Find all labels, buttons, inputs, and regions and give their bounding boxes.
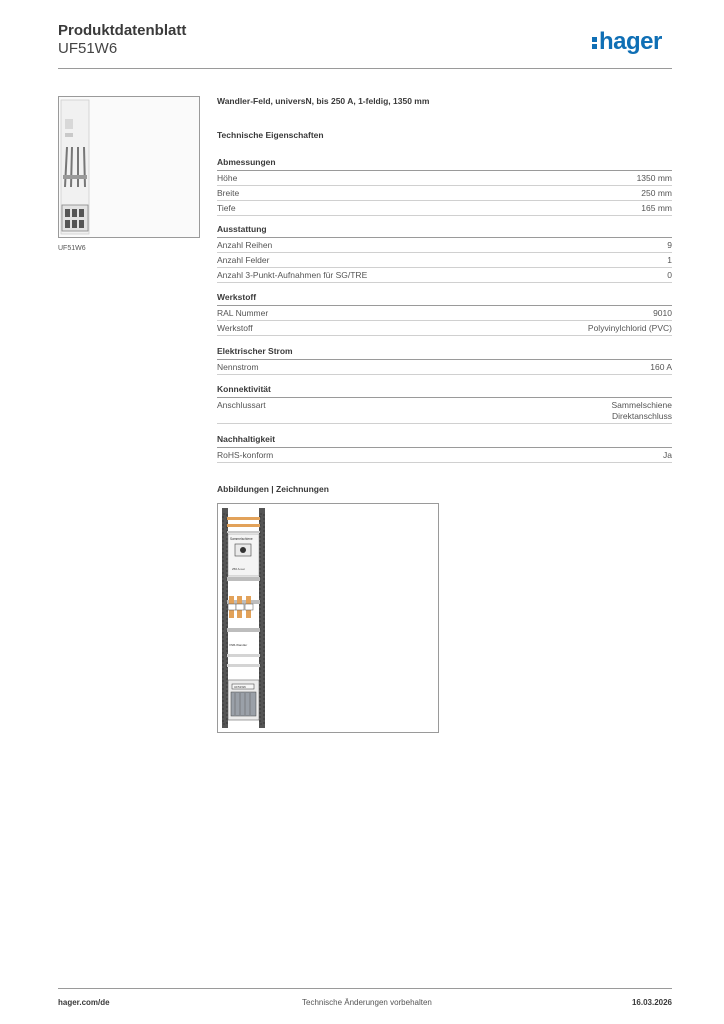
table-row: Nennstrom 160 A bbox=[217, 360, 672, 375]
product-code: UF51W6 bbox=[58, 40, 118, 57]
hager-logo[interactable]: hager bbox=[592, 28, 662, 56]
section-elektrischer-strom bbox=[217, 345, 672, 375]
section-title: Elektrischer Strom bbox=[217, 345, 672, 360]
footer-date: 16.03.2026 bbox=[631, 998, 672, 1007]
header-divider bbox=[58, 68, 672, 69]
drawing-label: 250 A-Lei bbox=[232, 567, 245, 571]
footer-notice: Technische Änderungen vorbehalten bbox=[302, 998, 432, 1007]
drawing-label: Sammelschiene bbox=[230, 537, 253, 541]
table-row: Höhe 1350 mm bbox=[217, 171, 672, 186]
section-nachhaltigkeit bbox=[217, 433, 672, 463]
table-row: Werkstoff Polyvinylchlorid (PVC) bbox=[217, 321, 672, 336]
drawings-heading: Abbildungen | Zeichnungen bbox=[217, 484, 329, 494]
section-title: Abmessungen bbox=[217, 156, 672, 171]
footer-divider bbox=[58, 988, 672, 989]
drawing-label: UF51W6 bbox=[234, 685, 246, 689]
panel-drawing-icon bbox=[218, 504, 438, 732]
section-ausstattung bbox=[217, 223, 672, 283]
technical-drawing bbox=[217, 503, 439, 733]
table-row: Anzahl 3-Punkt-Aufnahmen für SG/TRE 0 bbox=[217, 268, 672, 283]
section-title: Ausstattung bbox=[217, 223, 672, 238]
table-row: Anzahl Felder 1 bbox=[217, 253, 672, 268]
thumbnail-caption: UF51W6 bbox=[58, 245, 86, 252]
product-image-icon bbox=[59, 97, 199, 237]
section-konnektivitaet bbox=[217, 383, 672, 424]
footer-website-link[interactable]: hager.com/de bbox=[58, 998, 110, 1007]
page-title: Produktdatenblatt bbox=[58, 22, 187, 39]
table-row: RAL Nummer 9010 bbox=[217, 306, 672, 321]
section-abmessungen bbox=[217, 156, 672, 216]
drawing-label: VNB-Wandler bbox=[229, 643, 248, 647]
table-row: RoHS-konform Ja bbox=[217, 448, 672, 463]
section-title: Werkstoff bbox=[217, 291, 672, 306]
section-title: Nachhaltigkeit bbox=[217, 433, 672, 448]
logo-dots-icon bbox=[592, 35, 597, 51]
table-row: Tiefe 165 mm bbox=[217, 201, 672, 216]
tech-properties-heading: Technische Eigenschaften bbox=[217, 130, 324, 140]
table-row: Anzahl Reihen 9 bbox=[217, 238, 672, 253]
product-thumbnail bbox=[58, 96, 200, 238]
table-row: Breite 250 mm bbox=[217, 186, 672, 201]
table-row: Anschlussart Sammelschiene Direktanschluss bbox=[217, 398, 672, 424]
section-title: Konnektivität bbox=[217, 383, 672, 398]
product-description: Wandler-Feld, universN, bis 250 A, 1-feldig, 1350 mm bbox=[217, 96, 430, 106]
section-werkstoff bbox=[217, 291, 672, 336]
